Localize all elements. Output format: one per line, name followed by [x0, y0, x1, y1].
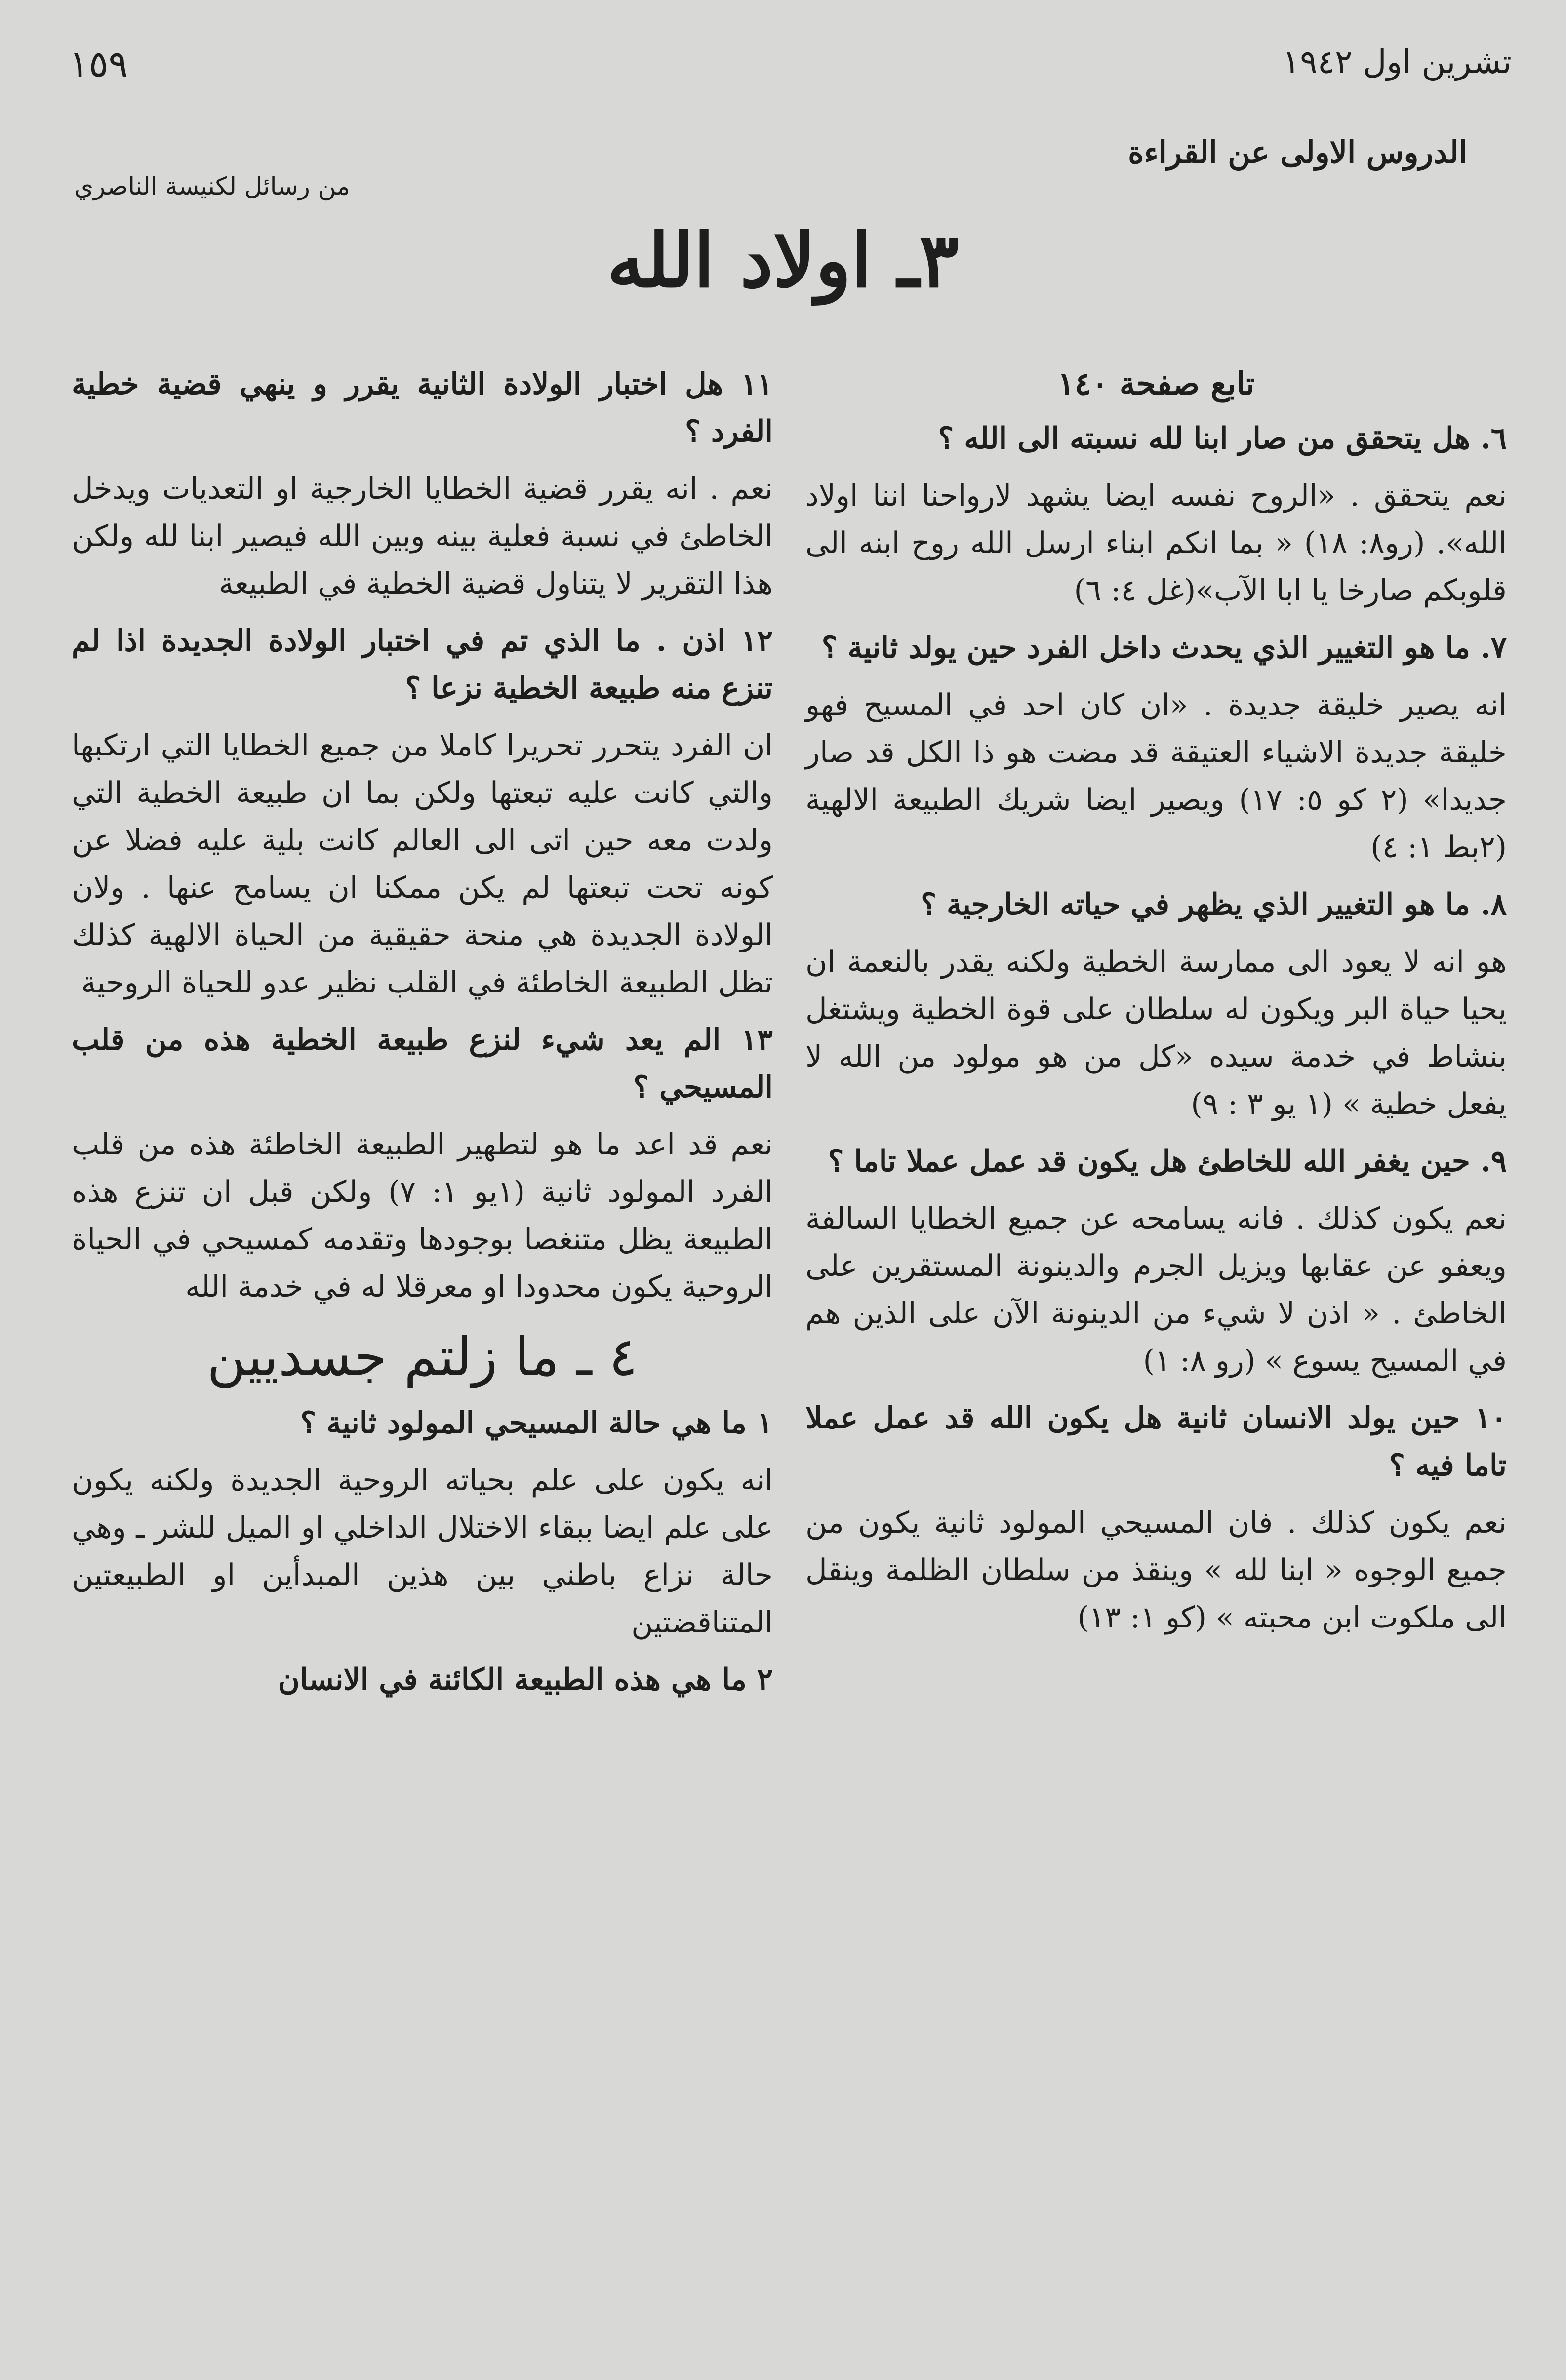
series-title: الدروس الاولى عن القراءة	[1128, 134, 1467, 170]
answer: نعم يتحقق . «الروح نفسه ايضا يشهد لارواحنا اننا اولاد الله». (رو٨: ١٨) « بما انكم ابناء ارسل الله روح ابنه الى قلوبكم صارخا يا ابا الآب»(غل ٤: ٦)	[805, 478, 1507, 608]
question: ١٣ الم يعد شيء لنزع طبيعة الخطية هذه من قلب المسيحي ؟	[72, 1023, 773, 1105]
answer: نعم . انه يقرر قضية الخطايا الخارجية او التعديات ويدخل الخاطئ في نسبة فعلية بينه وبين الله فيصير ابنا لله ولكن هذا التقرير لا يتناول قضية الخطية في الطبيعة	[72, 472, 773, 601]
section-heading: ٤ ـ ما زلتم جسديين	[207, 1326, 638, 1388]
right-column	[805, 360, 1507, 1651]
question: ٨. ما هو التغيير الذي يظهر في حياته الخارجية ؟	[921, 887, 1507, 922]
article-title: ٣ـ اولاد الله	[607, 217, 959, 304]
right-column-body	[805, 415, 1507, 1641]
issue-date: تشرين اول ١٩٤٢	[1282, 43, 1512, 81]
question: ٧. ما هو التغيير الذي يحدث داخل الفرد حين يولد ثانية ؟	[821, 631, 1507, 665]
answer: انه يكون على علم بحياته الروحية الجديدة ولكنه يكون على علم ايضا ببقاء الاختلال الداخلي او الميل للشر ـ وهي حالة نزاع باطني بين هذين المبدأين او الطبيعتين المتناقضتين	[72, 1463, 773, 1640]
question: ١٠ حين يولد الانسان ثانية هل يكون الله قد عمل عملا تاما فيه ؟	[805, 1401, 1507, 1483]
question: ١١ هل اختبار الولادة الثانية يقرر و ينهي قضية خطية الفرد ؟	[72, 367, 773, 449]
answer: نعم قد اعد ما هو لتطهير الطبيعة الخاطئة هذه من قلب الفرد المولود ثانية (١يو ١: ٧) ولكن قبل ان تنزع هذه الطبيعة يظل متنغصا بوجودها وتقدمه كمسيحي في الحياة الروحية يكون محدودا او معرقلا له في خدمة الله	[72, 1127, 773, 1304]
left-column	[72, 360, 773, 1713]
question: ١٢ اذن . ما الذي تم في اختبار الولادة الجديدة اذا لم تنزع منه طبيعة الخطية نزعا ؟	[72, 624, 773, 706]
question: ٩. حين يغفر الله للخاطئ هل يكون قد عمل عملا تاما ؟	[828, 1144, 1507, 1179]
answer: هو انه لا يعود الى ممارسة الخطية ولكنه يقدر بالنعمة ان يحيا حياة البر ويكون له سلطان على قوة الخطية ويشتغل بنشاط في خدمة سيده «كل من هو مولود من الله لا يفعل خطية » (١ يو ٣ : ٩)	[805, 945, 1507, 1121]
answer: ان الفرد يتحرر تحريرا كاملا من جميع الخطايا التي ارتكبها والتي كانت عليه تبعتها ولكن بما ان طبيعة الخطية التي ولدت معه حين اتى الى العالم كانت بلية عليه فضلا عن كونه تحت تبعتها لم يكن ممكنا ان يسامح عنها . ولان الولادة الجديدة هي منحة حقيقية من الحياة الالهية كذلك تظل الطبيعة الخاطئة في القلب نظير عدو للحياة الروحية	[72, 728, 773, 1000]
answer: انه يصير خليقة جديدة . «ان كان احد في المسيح فهو خليقة جديدة الاشياء العتيقة قد مضت هو ذا الكل قد صار جديدا» (٢ كو ٥: ١٧) ويصير ايضا شريك الطبيعة الالهية (٢بط ١: ٤)	[805, 688, 1507, 865]
left-column-body	[72, 360, 773, 1704]
page-number: ١٥٩	[69, 43, 128, 85]
question: ٢ ما هي هذه الطبيعة الكائنة في الانسان	[278, 1663, 773, 1697]
question: ٦. هل يتحقق من صار ابنا لله نسبته الى الله ؟	[938, 421, 1507, 456]
answer: نعم يكون كذلك . فان المسيحي المولود ثانية يكون من جميع الوجوه « ابنا لله » وينقذ من سلطان الظلمة وينقل الى ملكوت ابن محبته » (كو ١: ١٣)	[805, 1506, 1507, 1635]
answer: نعم يكون كذلك . فانه يسامحه عن جميع الخطايا السالفة ويعفو عن عقابها ويزيل الجرم والدينونة المستقرين على الخاطئ . « اذن لا شيء من الدينونة الآن على الذين هم في المسيح يسوع » (رو ٨: ١)	[805, 1201, 1507, 1378]
continuation-note: تابع صفحة ١٤٠	[1057, 365, 1255, 402]
source-note: من رسائل لكنيسة الناصري	[74, 172, 350, 200]
question: ١ ما هي حالة المسيحي المولود ثانية ؟	[300, 1406, 773, 1440]
